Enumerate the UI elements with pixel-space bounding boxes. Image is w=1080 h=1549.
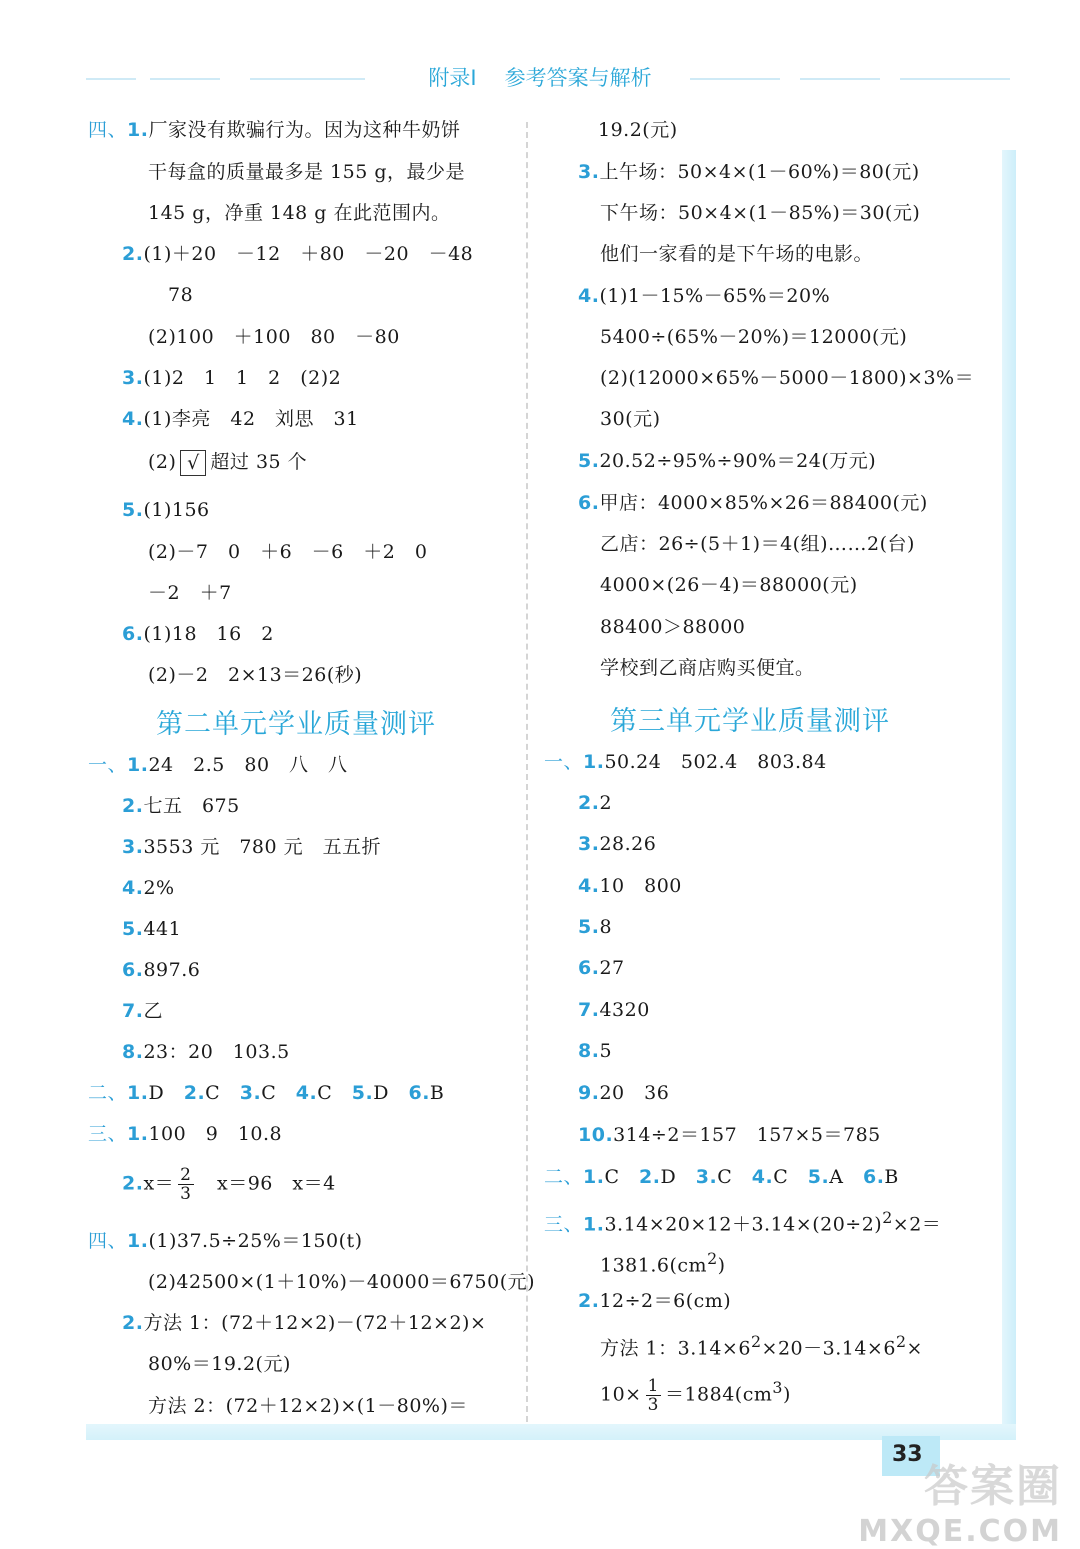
answer-line: －2 ＋7 — [148, 582, 232, 604]
answer-line: 3.上午场：50×4×(1－60%)＝80(元) — [578, 161, 920, 183]
answer-line: 乙店：26÷(5＋1)＝4(组)……2(台) — [600, 533, 915, 555]
answer-line: 4000×(26－4)＝88000(元) — [600, 574, 858, 596]
answer-line: 19.2(元) — [598, 119, 678, 141]
answer-line: 4.10 800 — [578, 875, 682, 897]
answer-line: 5.8 — [578, 916, 613, 938]
answer-line: 80%＝19.2(元) — [148, 1353, 291, 1375]
watermark — [858, 1450, 1062, 1549]
watermark-url: MXQE.COM — [858, 1514, 1062, 1549]
answer-line: 9.20 36 — [578, 1082, 670, 1104]
unit2-title: 第二单元学业质量测评 — [156, 709, 436, 740]
answer-line: 7.乙 — [122, 1000, 163, 1022]
answer-line: 5.(1)156 — [122, 499, 210, 521]
answer-line: 78 — [168, 284, 194, 306]
page-edge-shade-bottom — [86, 1424, 1016, 1440]
answer-line: 4.(1)1－15%－65%＝20% — [578, 285, 831, 307]
answer-line: 一、1.24 2.5 80 八 八 — [88, 754, 348, 776]
fraction: $\frac{1}{3}$ — [647, 1375, 659, 1415]
answer-line: 6.27 — [578, 957, 625, 979]
answer-line: 8.5 — [578, 1040, 613, 1062]
answer-line: 30(元) — [600, 408, 661, 430]
answer-line: 10× $\frac{1}{3}$ $=1884(cm^3)$ — [600, 1375, 791, 1415]
watermark-logo-text: 答案圈 — [924, 1461, 1062, 1512]
header-rule-right — [690, 78, 780, 80]
column-divider — [526, 122, 528, 1422]
answer-line: 一、1.50.24 502.4 803.84 — [544, 751, 827, 773]
choice-answers: 二、1.C 2.D 3.C 4.C 5.A 6.B — [544, 1166, 899, 1188]
header-title: 参考答案与解析 — [504, 66, 652, 90]
answer-line: $1381.6(cm^2)$ — [600, 1249, 726, 1277]
answer-line: 学校到乙商店购买便宜。 — [600, 657, 815, 679]
answer-line: 88400＞88000 — [600, 616, 746, 638]
page-number: 33 — [892, 1442, 923, 1467]
answer-line: 7.4320 — [578, 999, 650, 1021]
answer-line: (2)－2 2×13＝26(秒) — [148, 664, 363, 686]
unit3-title: 第三单元学业质量测评 — [610, 706, 890, 737]
answer-line: 下午场：50×4×(1－85%)＝30(元) — [600, 202, 921, 224]
answer-line: 2.七五 675 — [122, 795, 240, 817]
answer-line: 方法 1：$3.14\times 6^2\times 20-3.14\times 6^2\times$ — [600, 1332, 923, 1360]
answer-line: (2)42500×(1＋10%)－40000＝6750(元) — [148, 1271, 536, 1293]
answer-line: 5400÷(65%－20%)＝12000(元) — [600, 326, 908, 348]
choice-answers: 二、1.D 2.C 3.C 4.C 5.D 6.B — [88, 1082, 445, 1104]
answer-line: 四、1.(1)37.5÷25%＝150(t) — [88, 1230, 363, 1252]
answer-line: 145 g，净重 148 g 在此范围内。 — [148, 202, 451, 224]
appendix-label: 附录Ⅰ — [428, 66, 477, 90]
header-rule-right-3 — [900, 78, 1010, 80]
answer-line: (2)100 ＋100 80 －80 — [148, 326, 400, 348]
answer-line: (2)－7 0 ＋6 －6 ＋2 0 — [148, 541, 428, 563]
answer-line: 5.441 — [122, 918, 182, 940]
answer-line: (2) √ 超过 35 个 — [148, 451, 308, 474]
answer-line: (2)(12000×65%－5000－1800)×3%＝ — [600, 367, 975, 389]
answer-line: 他们一家看的是下午场的电影。 — [600, 243, 874, 265]
answer-line: 三、1.100 9 10.8 — [88, 1123, 283, 1145]
checkmark-box-icon: √ — [180, 450, 206, 476]
answer-line: 6.897.6 — [122, 959, 201, 981]
header-rule-left-2 — [150, 78, 220, 80]
answer-line: 8.23：20 103.5 — [122, 1041, 290, 1063]
header-rule-left-3 — [250, 78, 365, 80]
answer-line: 3.28.26 — [578, 833, 657, 855]
answer-line: 2.方法 1：(72＋12×2)－(72＋12×2)× — [122, 1312, 487, 1334]
page-header — [0, 62, 1080, 92]
answer-line: 6.甲店：4000×85%×26＝88400(元) — [578, 492, 928, 514]
header-rule-right-2 — [800, 78, 880, 80]
fraction: $\frac{2}{3}$ — [180, 1165, 192, 1204]
answer-line: 3.3553 元 780 元 五五折 — [122, 836, 382, 858]
answer-line: 3.(1)2 1 1 2 (2)2 — [122, 367, 342, 389]
header-rule-left — [86, 78, 136, 80]
answer-line: 6.(1)18 16 2 — [122, 623, 274, 645]
answer-line: 2.12÷2＝6(cm) — [578, 1290, 732, 1312]
answer-line: 2.x＝ $\frac{2}{3}$ x＝96 x＝4 — [122, 1165, 336, 1204]
answer-line: 5.20.52÷95%÷90%＝24(万元) — [578, 450, 877, 472]
answer-line: 干每盒的质量最多是 155 g，最少是 — [148, 161, 466, 183]
answer-line: 四、1.厂家没有欺骗行为。因为这种牛奶饼 — [88, 119, 461, 141]
answer-line: 三、$1.3.14\times 20\times 12+3.14\times(20\div 2)^2\times 2=$ — [544, 1208, 942, 1236]
answer-line: 4.2% — [122, 877, 175, 899]
answer-line: 方法 2：(72＋12×2)×(1－80%)＝ — [148, 1395, 468, 1417]
page-edge-shade-right — [1002, 150, 1016, 1435]
answer-line: 4.(1)李亮 42 刘思 31 — [122, 408, 359, 430]
answer-line: 10.314÷2＝157 157×5＝785 — [578, 1124, 881, 1146]
answer-line: 2.(1)＋20 －12 ＋80 －20 －48 — [122, 243, 474, 265]
answer-line: 2.2 — [578, 792, 613, 814]
